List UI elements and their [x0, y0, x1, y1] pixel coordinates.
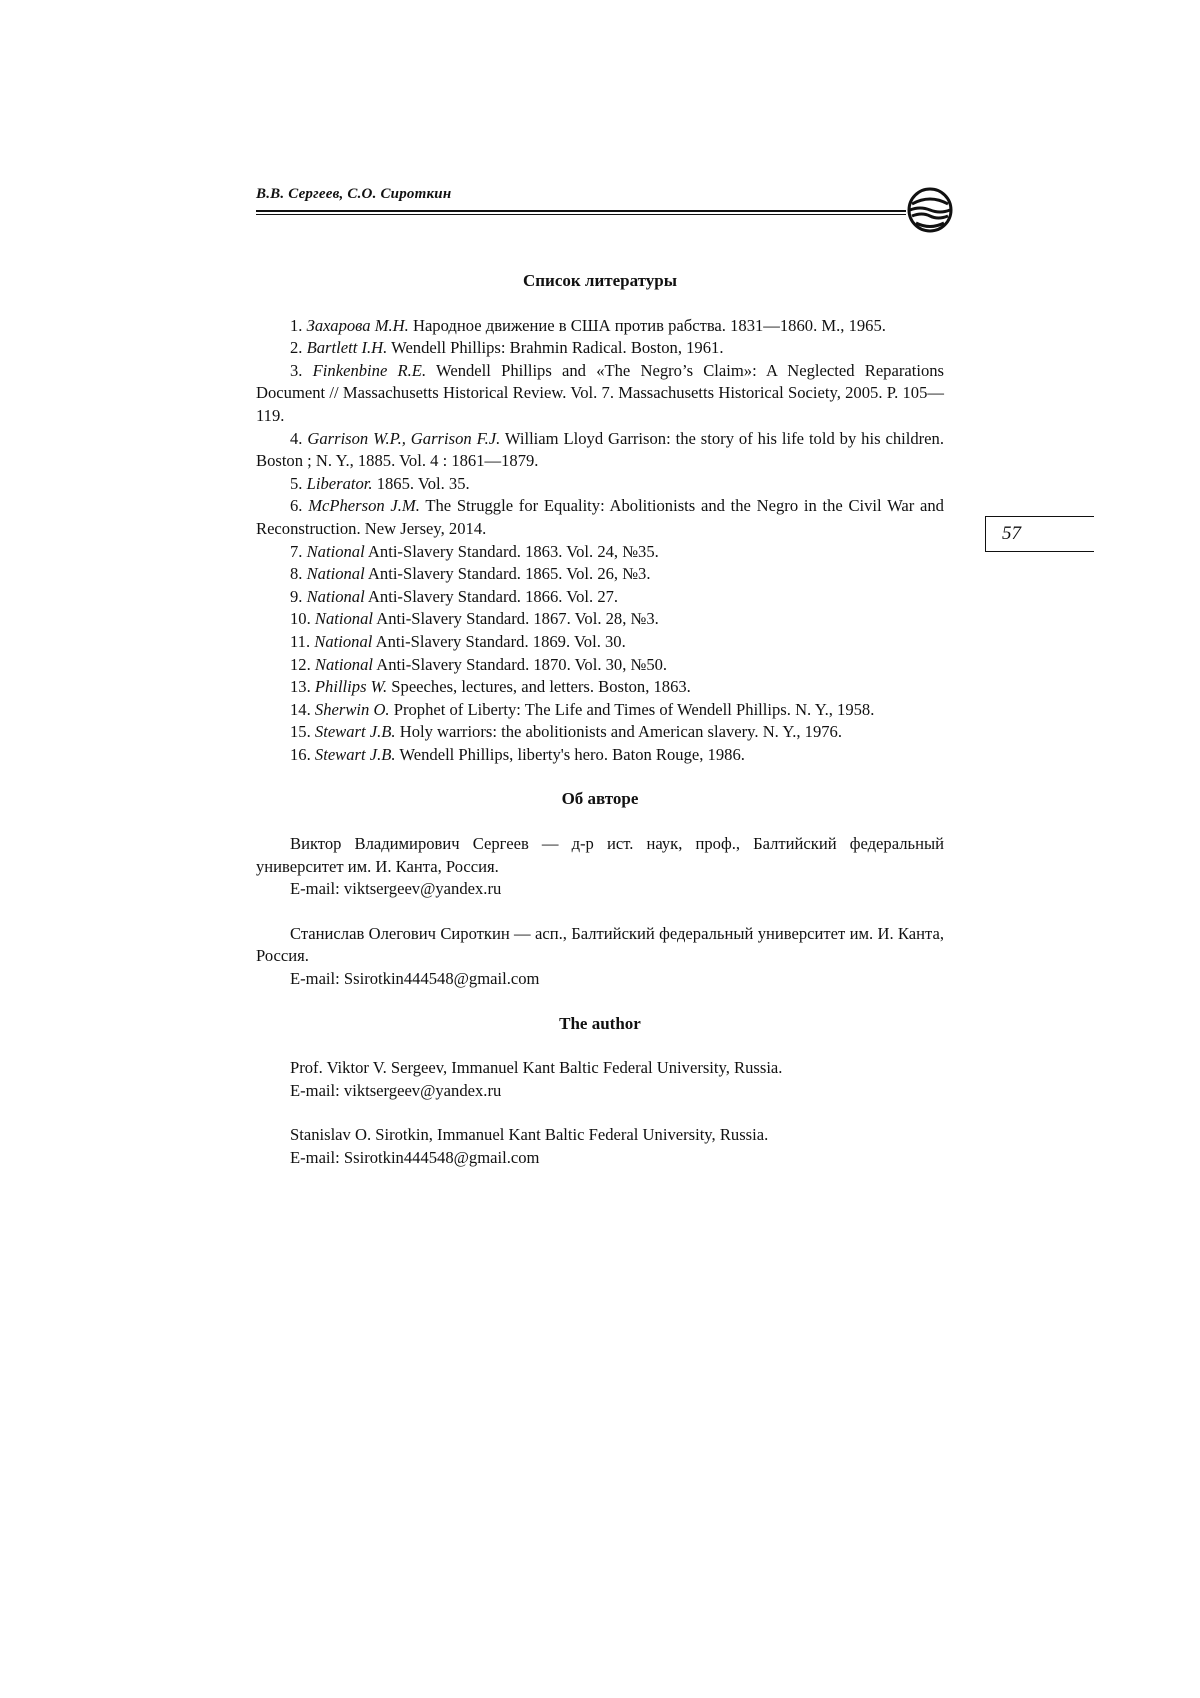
- reference-author: Garrison W.P., Garrison F.J.: [307, 428, 501, 448]
- reference-number: 8.: [290, 564, 303, 584]
- reference-author: National: [314, 631, 373, 651]
- author1-email-en: E-mail: viktsergeev@yandex.ru: [290, 1080, 502, 1100]
- page-content: [256, 270, 944, 1192]
- reference-author: National: [306, 541, 365, 561]
- author2-bio-en: Stanislav O. Sirotkin, Immanuel Kant Baltic Federal University, Russia.: [290, 1125, 769, 1145]
- author2-email-en: E-mail: Ssirotkin444548@gmail.com: [290, 1148, 540, 1167]
- reference-text: Anti-Slavery Standard. 1866. Vol. 27.: [364, 586, 619, 606]
- reference-item: [256, 337, 944, 360]
- reference-text: Народное движение в США против рабства. 1831—1860. М., 1965.: [408, 315, 886, 335]
- reference-number: 7.: [290, 541, 303, 561]
- reference-text: Anti-Slavery Standard. 1865. Vol. 26, №3.: [364, 564, 651, 584]
- reference-item: [256, 608, 944, 631]
- reference-number: 6.: [290, 496, 303, 516]
- journal-logo-icon: [906, 186, 954, 234]
- reference-author: Finkenbine R.E.: [312, 360, 427, 380]
- reference-item: [256, 654, 944, 677]
- running-header: [256, 186, 956, 210]
- reference-number: 14.: [290, 699, 311, 719]
- about-ru-author2: [256, 923, 944, 991]
- header-rule-thin: [256, 214, 906, 215]
- reference-item: [256, 721, 944, 744]
- author1-bio-ru: Виктор Владимирович Сергеев — д-р ист. наук, проф., Балтийский федеральный университет им. И. Канта, Россия.: [256, 834, 944, 876]
- reference-number: 15.: [290, 722, 311, 742]
- reference-item: [256, 563, 944, 586]
- about-ru-title: Об авторе: [561, 789, 639, 809]
- reference-number: 16.: [290, 744, 311, 764]
- reference-text: Anti-Slavery Standard. 1863. Vol. 24, №35.: [364, 541, 659, 561]
- reference-item: [256, 360, 944, 428]
- reference-item: [256, 315, 944, 338]
- reference-text: 1865. Vol. 35.: [372, 473, 470, 493]
- reference-author: Захарова М.Н.: [306, 315, 409, 335]
- reference-author: Phillips W.: [314, 677, 388, 697]
- reference-text: Wendell Phillips: Brahmin Radical. Boston, 1961.: [387, 338, 724, 358]
- reference-author: Bartlett I.H.: [306, 338, 388, 358]
- about-en-author2: [256, 1124, 944, 1169]
- reference-text: Prophet of Liberty: The Life and Times of Wendell Phillips. N. Y., 1958.: [389, 699, 875, 719]
- reference-number: 13.: [290, 677, 311, 697]
- author1-email-ru: E-mail: viktsergeev@yandex.ru: [290, 879, 502, 899]
- reference-author: Stewart J.B.: [314, 722, 396, 742]
- reference-item: [256, 473, 944, 496]
- reference-number: 2.: [290, 338, 303, 358]
- reference-number: 9.: [290, 586, 303, 606]
- reference-list: [256, 315, 944, 767]
- reference-author: National: [306, 586, 365, 606]
- reference-author: McPherson J.M.: [308, 496, 420, 516]
- page-number: 57: [1002, 523, 1021, 544]
- reference-item: [256, 631, 944, 654]
- reference-item: [256, 428, 944, 473]
- reference-item: [256, 744, 944, 767]
- reference-text: Wendell Phillips and «The Negro’s Claim»: A Neglected Reparations Document // Massachusetts Historical Review. Vol. 7. Massachusetts Historical Society, 2005. P. 105—119.: [256, 360, 945, 425]
- author2-email-ru: E-mail: Ssirotkin444548@gmail.com: [290, 969, 540, 989]
- author1-bio-en: Prof. Viktor V. Sergeev, Immanuel Kant Baltic Federal University, Russia.: [290, 1058, 783, 1078]
- header-rule: [256, 210, 906, 216]
- reference-item: [256, 541, 944, 564]
- reference-item: [256, 586, 944, 609]
- reference-author: National: [306, 564, 365, 584]
- reference-number: 4.: [290, 428, 303, 448]
- reference-text: Wendell Phillips, liberty's hero. Baton Rouge, 1986.: [395, 744, 745, 764]
- reference-text: Anti-Slavery Standard. 1869. Vol. 30.: [372, 631, 626, 651]
- references-title: Список литературы: [522, 271, 678, 290]
- reference-number: 5.: [290, 473, 303, 493]
- reference-text: Holy warriors: the abolitionists and American slavery. N. Y., 1976.: [395, 722, 842, 742]
- reference-author: Sherwin O.: [314, 699, 390, 719]
- reference-text: Anti-Slavery Standard. 1867. Vol. 28, №3.: [373, 609, 659, 629]
- reference-author: National: [314, 654, 373, 674]
- reference-text: Anti-Slavery Standard. 1870. Vol. 30, №50.: [373, 654, 668, 674]
- reference-author: Stewart J.B.: [314, 744, 396, 764]
- header-rule-thick: [256, 210, 906, 212]
- reference-item: [256, 495, 944, 540]
- reference-number: 12.: [290, 654, 311, 674]
- reference-text: Speeches, lectures, and letters. Boston, 1863.: [387, 677, 691, 697]
- reference-item: [256, 699, 944, 722]
- reference-item: [256, 676, 944, 699]
- page-number-box: [985, 516, 1094, 552]
- header-authors: В.В. Сергеев, С.О. Сироткин: [256, 186, 452, 202]
- reference-text: The Struggle for Equality: Abolitionists and the Negro in the Civil War and Reconstruction. New Jersey, 2014.: [256, 496, 944, 538]
- about-en-author1: [256, 1057, 944, 1102]
- reference-number: 11.: [290, 631, 311, 651]
- reference-number: 10.: [290, 609, 311, 629]
- about-ru-author1: [256, 833, 944, 901]
- author2-bio-ru: Станислав Олегович Сироткин — асп., Балтийский федеральный университет им. И. Канта, Россия.: [256, 923, 944, 966]
- reference-author: Liberator.: [306, 473, 373, 493]
- reference-author: National: [314, 609, 373, 629]
- reference-number: 1.: [290, 315, 303, 335]
- reference-text: William Lloyd Garrison: the story of his life told by his children. Boston ; N. Y., 1885. Vol. 4 : 1861—1879.: [256, 428, 944, 471]
- reference-number: 3.: [290, 360, 303, 380]
- about-en-title: The author: [559, 1013, 641, 1033]
